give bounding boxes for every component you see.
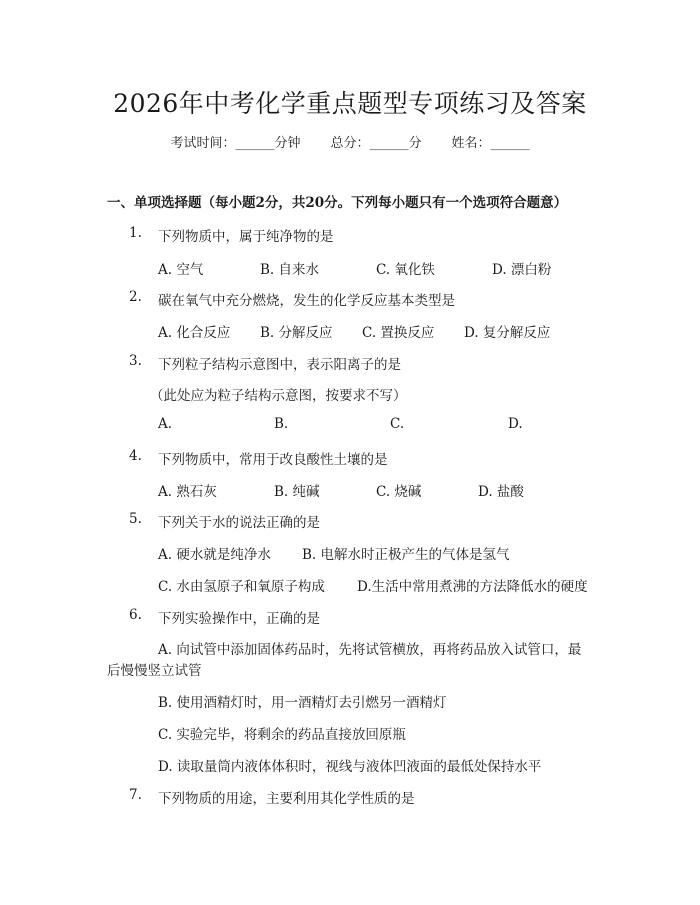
option-d: D. <box>508 416 523 432</box>
option-c: C. 氧化铁 <box>376 262 435 278</box>
option-c: C. 烧碱 <box>376 484 422 500</box>
option-d: D.生活中常用煮沸的方法降低水的硬度 <box>357 579 588 595</box>
option-d: D. 盐酸 <box>478 484 524 500</box>
exam-time-field: 考试时间：______分钟 <box>170 136 301 151</box>
option-d: D. 读取量筒内液体体积时，视线与液体凹液面的最低处保持水平 <box>158 759 542 775</box>
question-number: 1. <box>129 225 142 241</box>
question-text: 下列粒子结构示意图中，表示阳离子的是 <box>158 357 401 373</box>
question-text: 下列物质中，常用于改良酸性土壤的是 <box>158 452 388 468</box>
document-title: 2026年中考化学重点题型专项练习及答案 <box>113 89 587 118</box>
option-a-continued: 后慢慢竖立试管 <box>107 663 202 679</box>
question-number: 3. <box>129 353 142 369</box>
question-number: 5. <box>129 511 142 527</box>
section-heading: 一、单项选择题（每小题2分，共20分。下列每小题只有一个选项符合题意） <box>107 195 568 211</box>
option-c: C. 置换反应 <box>362 325 435 341</box>
option-b: B. 纯碱 <box>274 484 320 500</box>
total-score-field: 总分：______分 <box>330 136 422 151</box>
option-b: B. 自来水 <box>260 262 320 278</box>
question-text: 碳在氧气中充分燃烧，发生的化学反应基本类型是 <box>158 293 455 309</box>
option-d: D. 复分解反应 <box>464 325 551 341</box>
question-number: 6. <box>129 607 142 623</box>
question-number: 2. <box>129 289 142 305</box>
question-text: 下列物质中，属于纯净物的是 <box>158 229 334 245</box>
question-note: （此处应为粒子结构示意图，按要求不写） <box>150 388 407 404</box>
question-number: 7. <box>129 787 142 803</box>
option-a: A. 化合反应 <box>158 325 231 341</box>
exam-meta <box>0 132 700 151</box>
option-b: B. 电解水时正极产生的气体是氢气 <box>302 547 510 563</box>
option-c: C. 实验完毕，将剩余的药品直接放回原瓶 <box>158 727 406 743</box>
option-c: C. <box>390 416 405 432</box>
option-b: B. <box>274 416 289 432</box>
student-name-field: 姓名：______ <box>451 136 530 151</box>
option-b: B. 分解反应 <box>260 325 333 341</box>
question-text: 下列实验操作中，正确的是 <box>158 611 320 627</box>
option-a: A. 硬水就是纯净水 <box>158 547 271 563</box>
option-a: A. 向试管中添加固体药品时，先将试管横放，再将药品放入试管口，最 <box>158 642 582 658</box>
question-number: 4. <box>129 448 142 464</box>
option-a: A. 空气 <box>158 262 204 278</box>
option-a: A. 熟石灰 <box>158 484 217 500</box>
option-b: B. 使用酒精灯时，用一酒精灯去引燃另一酒精灯 <box>158 695 447 711</box>
option-c: C. 水由氢原子和氧原子构成 <box>158 579 325 595</box>
question-text: 下列物质的用途，主要利用其化学性质的是 <box>158 791 415 807</box>
question-text: 下列关于水的说法正确的是 <box>158 515 320 531</box>
option-a: A. <box>158 416 173 432</box>
option-d: D. 漂白粉 <box>492 262 552 278</box>
